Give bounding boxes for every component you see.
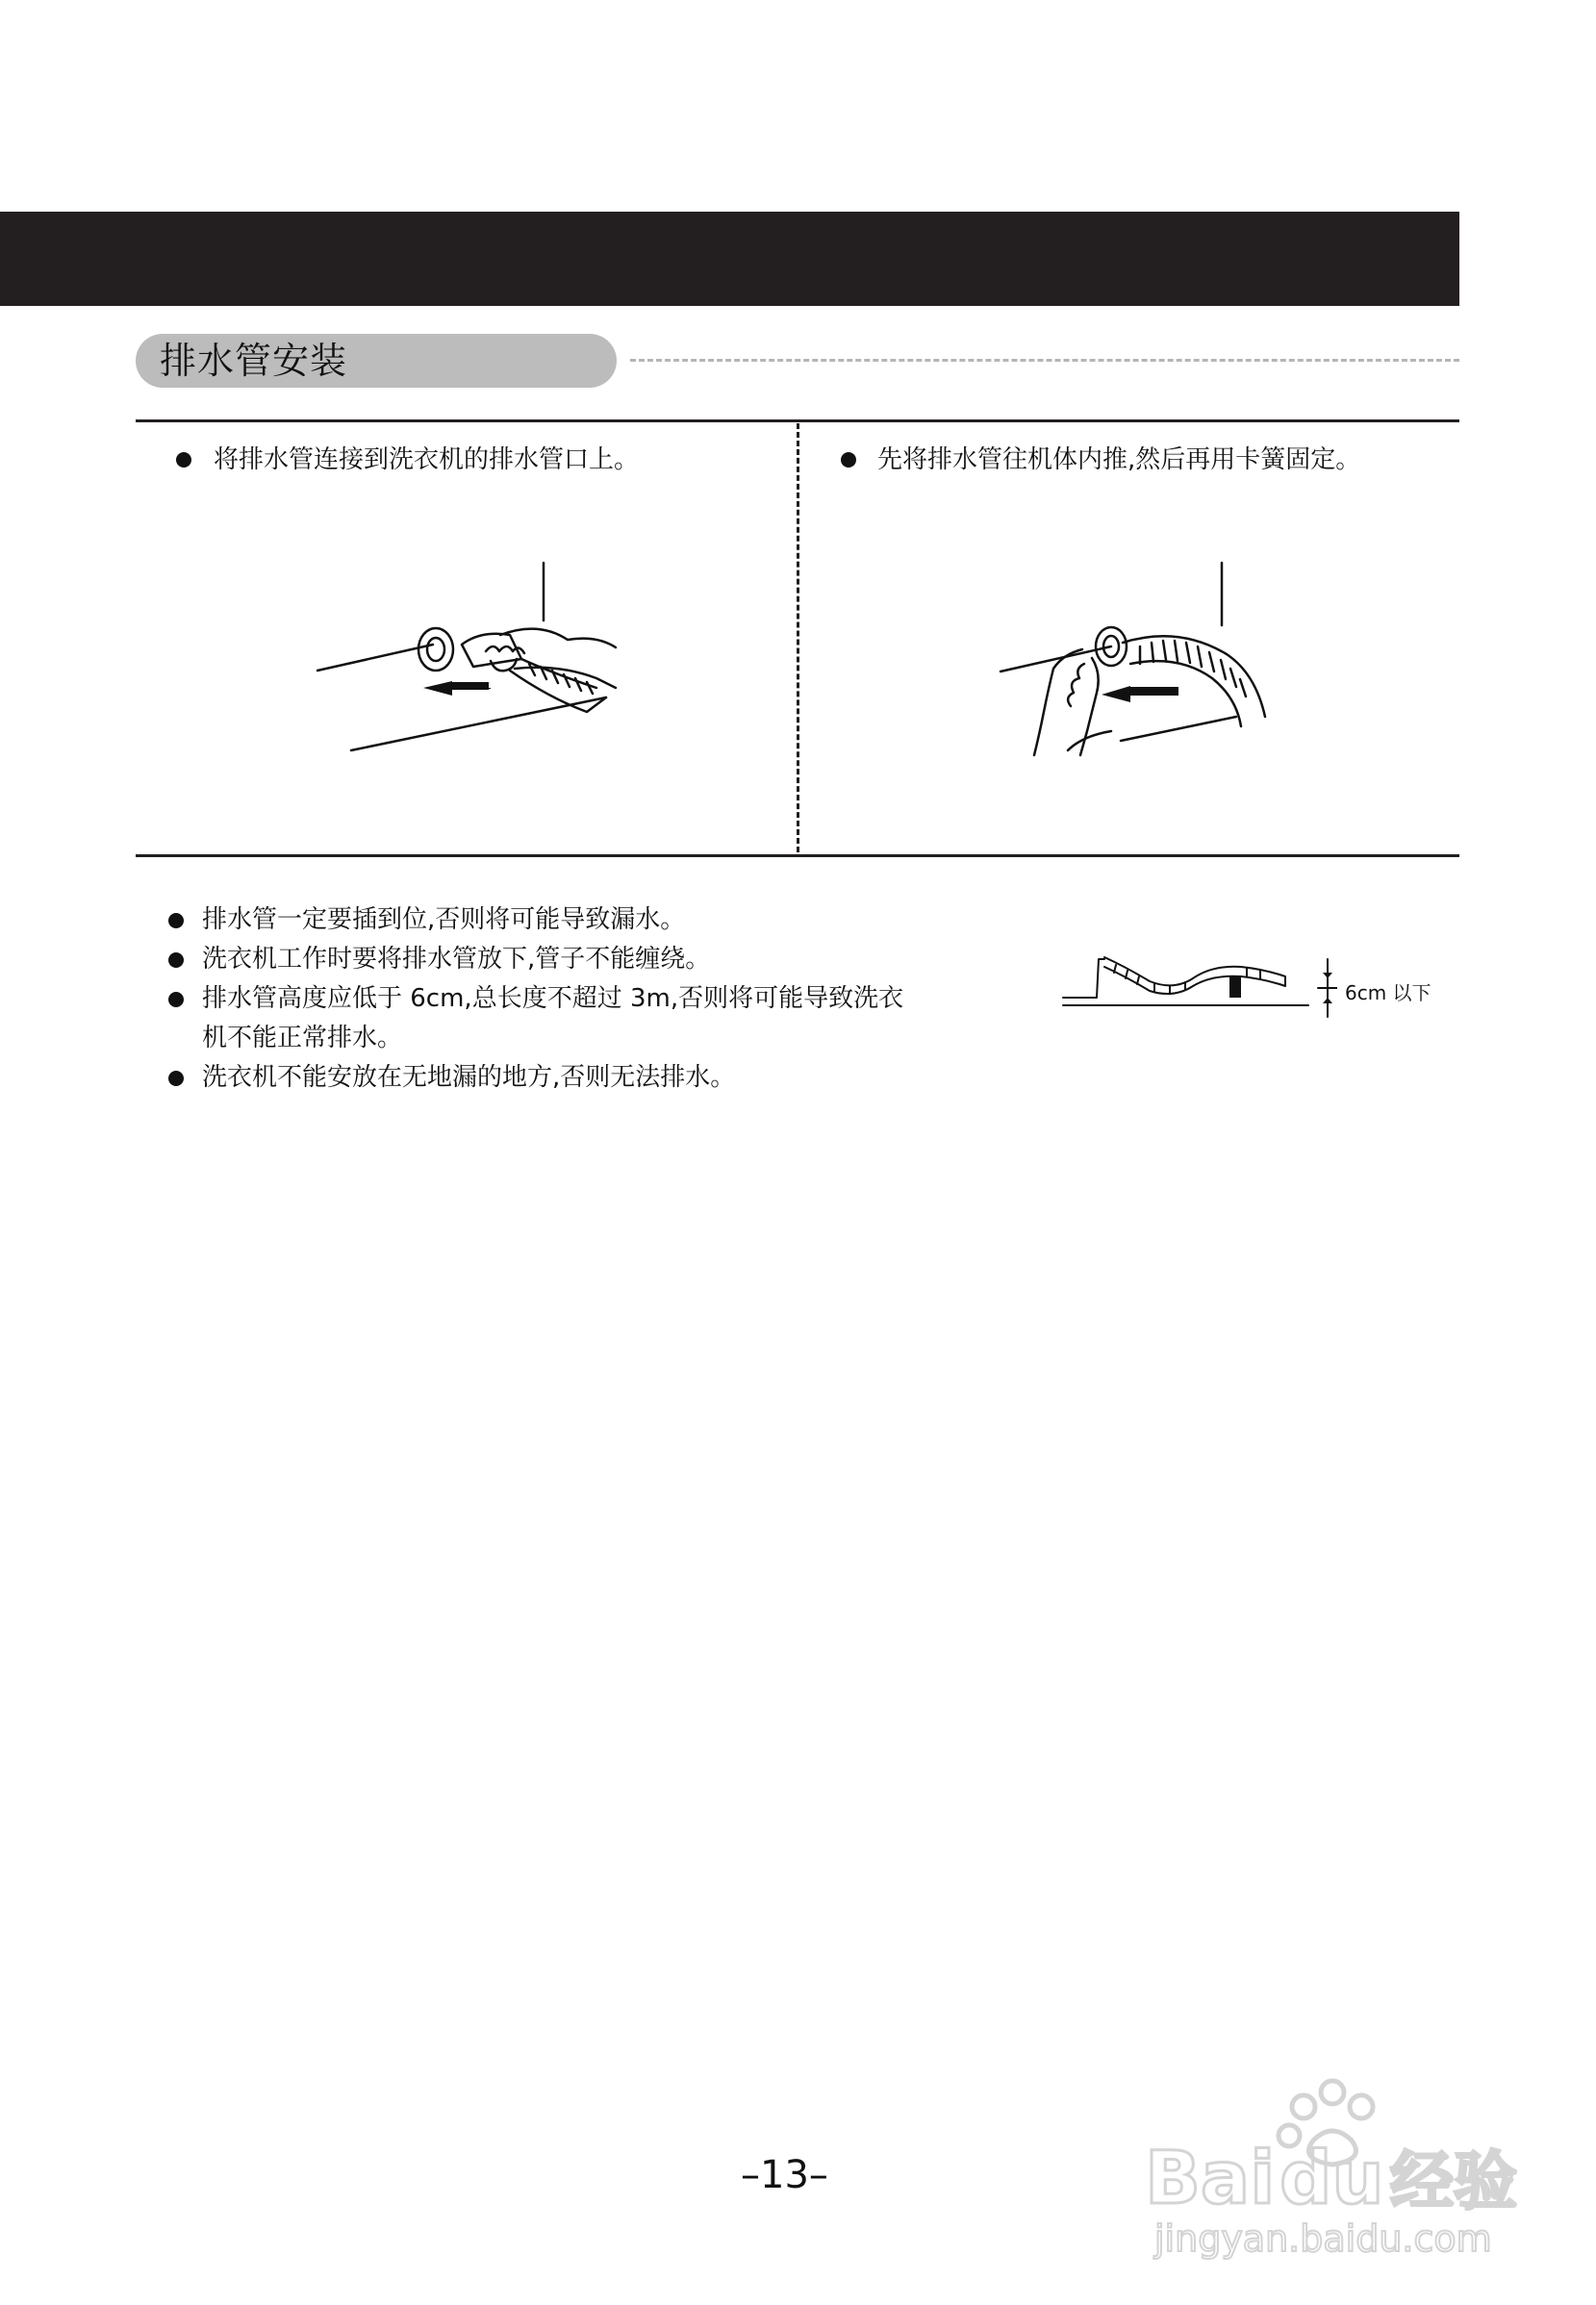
step-2-bullet [841, 452, 856, 468]
svg-text:du: du [1279, 2135, 1384, 2220]
svg-text:经验: 经验 [1390, 2144, 1517, 2218]
note-3-text-continued: 机不能正常排水。 [202, 1024, 403, 1052]
drain-height-illustration [1058, 938, 1337, 1034]
section-title: 排水管安装 [160, 340, 348, 382]
height-limit-label: 6cm 以下 [1345, 981, 1431, 1004]
title-dashed-rule [630, 359, 1459, 362]
header-bar [0, 212, 1459, 306]
column-divider [797, 423, 799, 852]
note-3-text: 排水管高度应低于 6cm,总长度不超过 3m,否则将可能导致洗衣 [202, 984, 904, 1013]
page-number: –13– [741, 2153, 828, 2197]
hose-push-illustration [996, 558, 1279, 765]
top-rule [136, 419, 1459, 422]
svg-text:jingyan.baidu.com: jingyan.baidu.com [1154, 2217, 1492, 2260]
note-2-text: 洗衣机工作时要将排水管放下,管子不能缠绕。 [202, 945, 711, 974]
note-4-text: 洗衣机不能安放在无地漏的地方,否则无法排水。 [202, 1063, 736, 1092]
hose-connect-illustration [308, 553, 635, 760]
baidu-jingyan-watermark [1135, 2068, 1530, 2261]
bottom-rule [136, 854, 1459, 857]
note-4-bullet [168, 1071, 184, 1086]
note-2-bullet [168, 952, 184, 968]
note-3-bullet [168, 992, 184, 1007]
step-1-bullet [176, 452, 191, 468]
step-1-text: 将排水管连接到洗衣机的排水管口上。 [214, 445, 640, 474]
svg-text:Bai: Bai [1145, 2135, 1276, 2220]
step-2-text: 先将排水管往机体内推,然后再用卡簧固定。 [877, 445, 1361, 474]
note-1-text: 排水管一定要插到位,否则将可能导致漏水。 [202, 905, 686, 934]
note-1-bullet [168, 913, 184, 928]
